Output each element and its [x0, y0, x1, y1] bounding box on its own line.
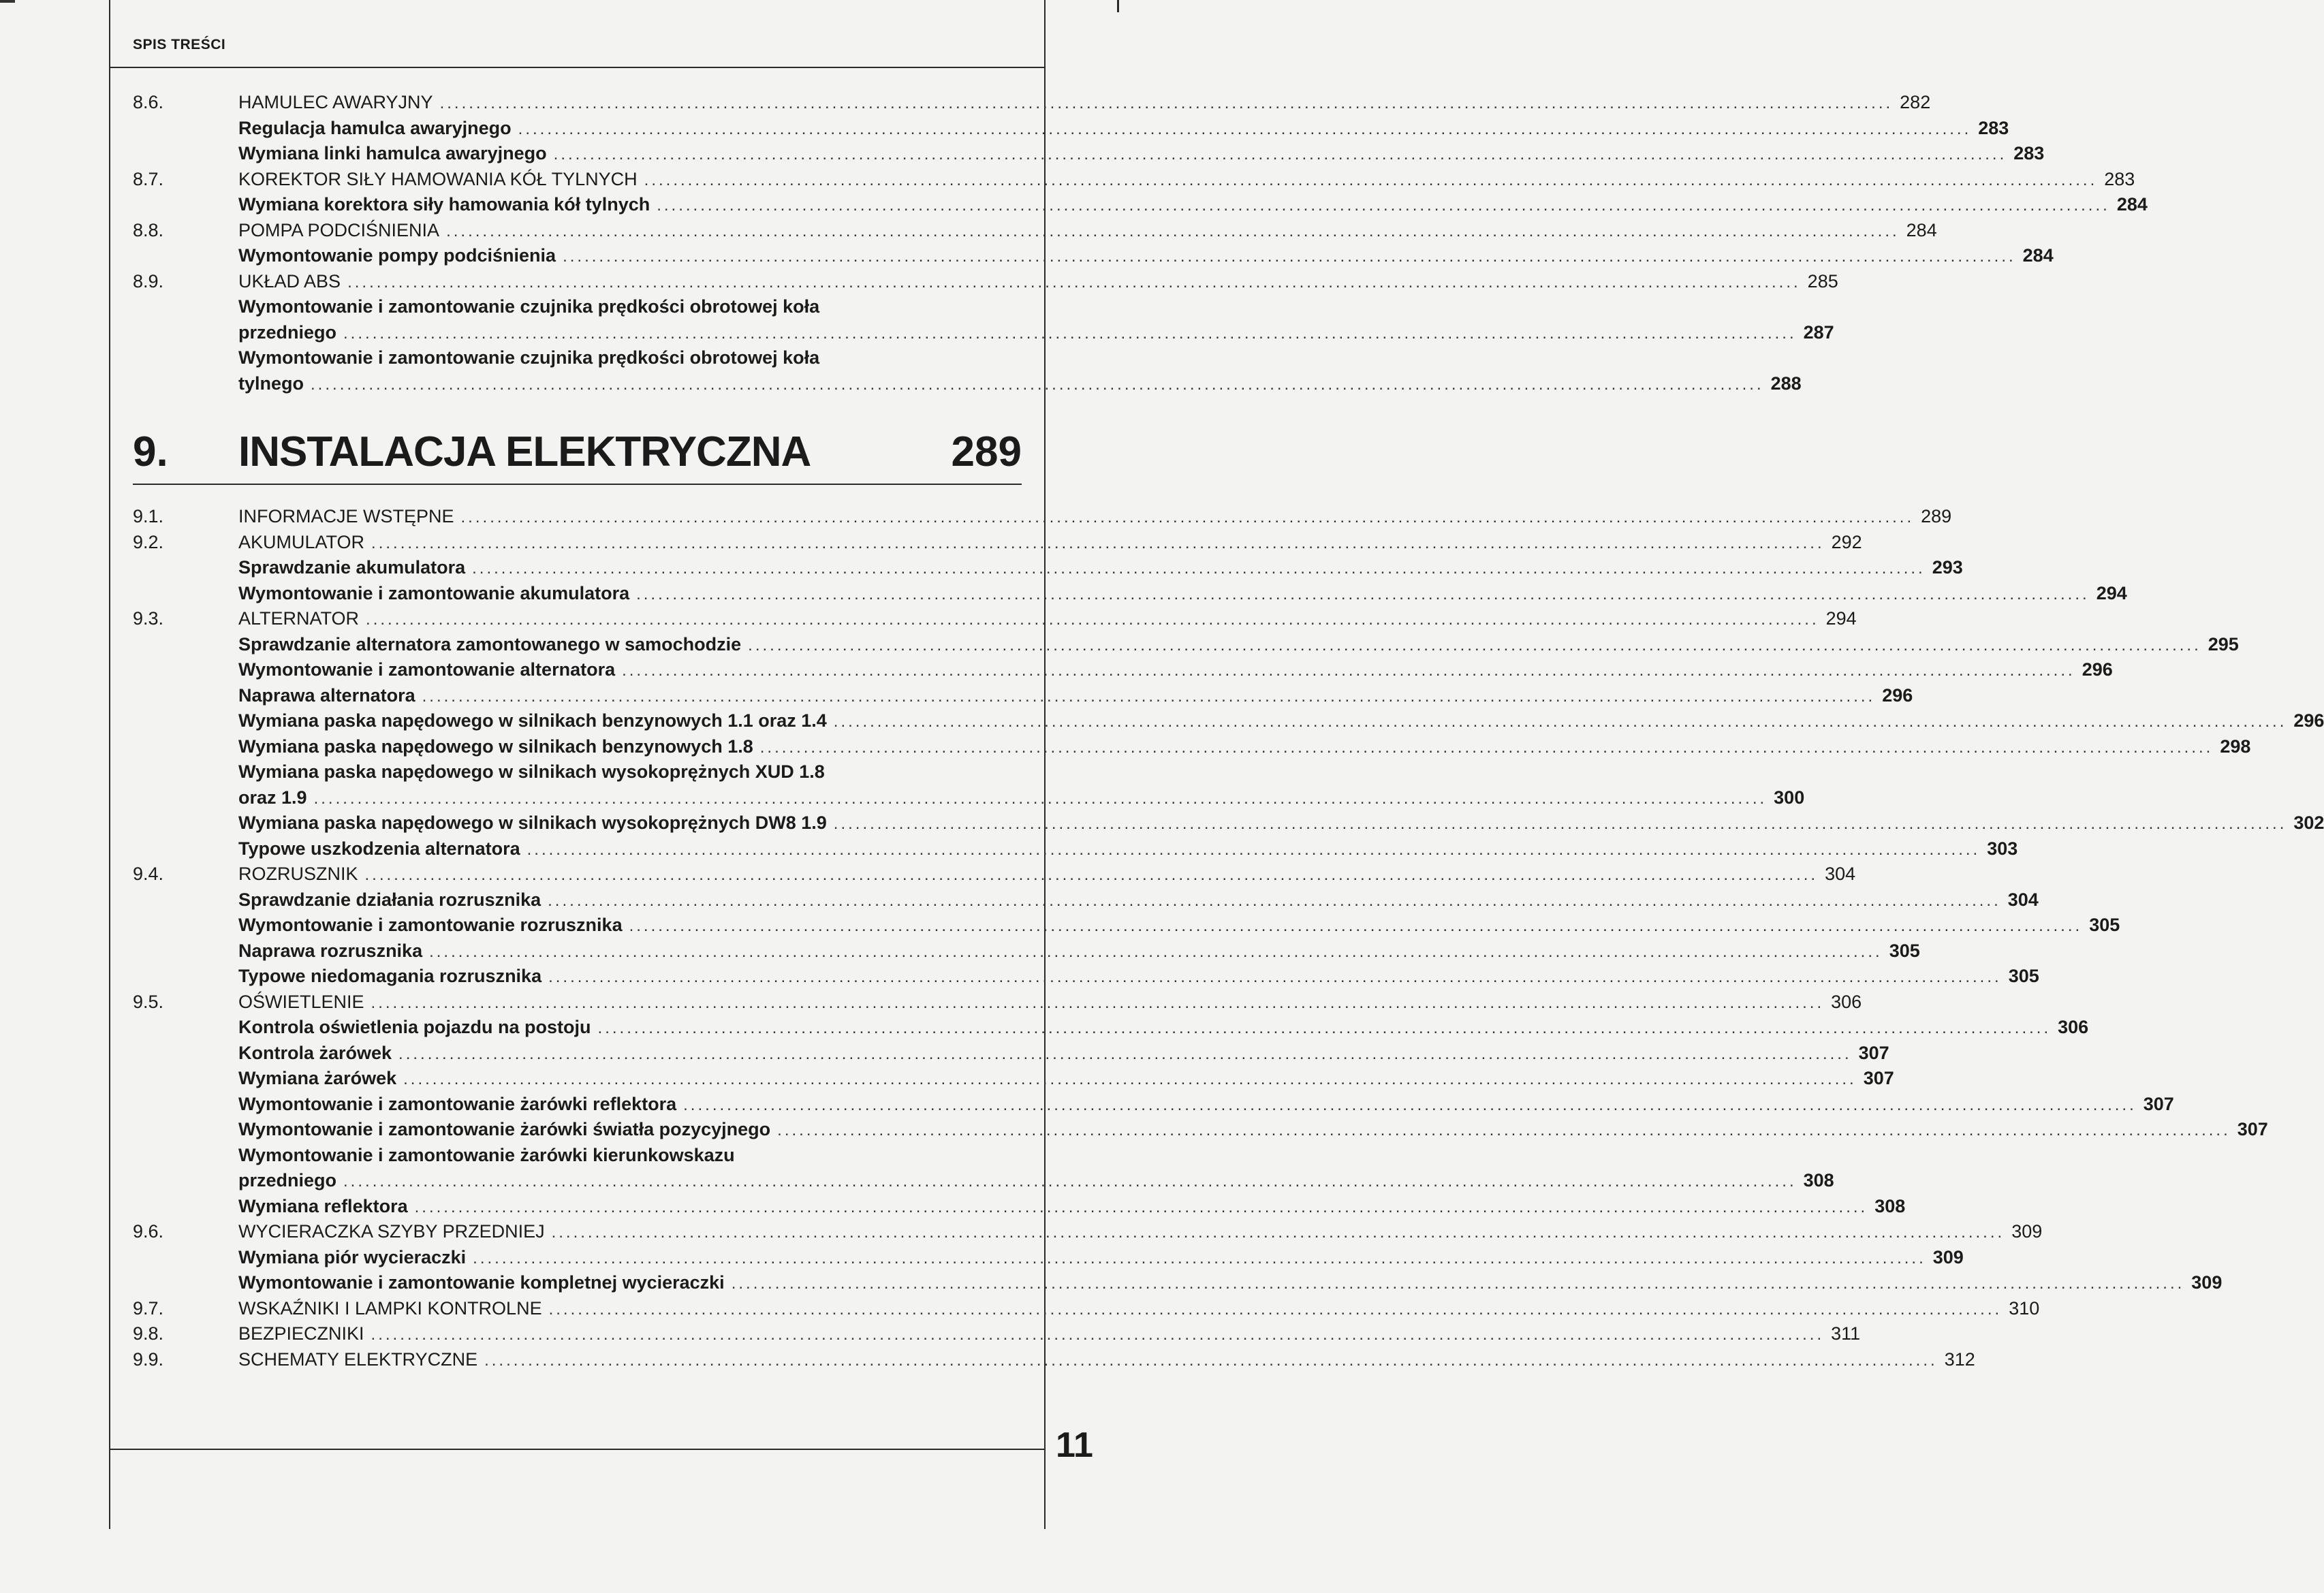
toc-page-number: 285	[1807, 270, 1838, 291]
toc-entry	[238, 991, 1862, 1013]
toc-entry	[238, 633, 2239, 655]
toc-entry	[238, 373, 1802, 394]
toc-page-number: 292	[1831, 531, 1862, 552]
toc-leader-dots: ........................................................................................................................................................................................................	[371, 993, 1825, 1012]
toc-page-number: 308	[1874, 1195, 1906, 1216]
chapter-title: INSTALACJA ELEKTRYCZNA	[238, 428, 811, 475]
toc-entry-title: Wymiana piór wycieraczki	[238, 1246, 467, 1267]
toc-page-number: 305	[1889, 940, 1920, 961]
toc-entry	[238, 1068, 1894, 1089]
toc-entry	[238, 1297, 2040, 1319]
top-right-tick	[1117, 0, 1119, 12]
toc-leader-dots: ........................................................................................................................................................................................................	[833, 815, 2287, 833]
toc-page-number: 284	[2022, 245, 2054, 266]
toc-entry-title: Wymiana paska napędowego w silnikach benzynowych 1.1 oraz 1.4	[238, 710, 827, 731]
toc-row	[133, 735, 2251, 761]
toc-page-number: 306	[2058, 1017, 2089, 1037]
left-margin-rule	[109, 0, 110, 1529]
toc-row	[133, 1169, 1834, 1195]
toc-entry	[238, 219, 1937, 241]
toc-entry	[238, 245, 2054, 266]
toc-entry	[238, 966, 2039, 987]
toc-row	[133, 244, 2054, 270]
toc-entry-title: Wymontowanie i zamontowanie kompletnej wycieraczki	[238, 1272, 725, 1293]
toc-entry-title: BEZPIECZNIKI	[238, 1323, 364, 1344]
toc-entry	[238, 1093, 2174, 1115]
toc-entry	[238, 659, 2113, 680]
toc-row	[133, 964, 2039, 990]
toc-entry-title: tylnego	[238, 373, 304, 394]
toc-section-number: 9.3.	[133, 608, 164, 629]
toc-entry	[238, 506, 1952, 527]
toc-entry-title: AKUMULATOR	[238, 531, 365, 552]
toc-leader-dots: ........................................................................................................................................................................................................	[548, 968, 2002, 986]
toc-row	[133, 862, 1856, 888]
toc-page-number: 284	[1906, 219, 1937, 240]
toc-page-number: 309	[2191, 1272, 2223, 1293]
toc-entry	[238, 1272, 2223, 1293]
toc-leader-dots: ........................................................................................................................................................................................................	[403, 1070, 1857, 1088]
toc-row	[133, 709, 2324, 735]
toc-entry-title: Wymontowanie i zamontowanie żarówki reflektora	[238, 1093, 677, 1114]
toc-entry-title: HAMULEC AWARYJNY	[238, 92, 433, 112]
page-header: SPIS TREŚCI	[133, 37, 226, 52]
chapter-rule	[133, 484, 1022, 485]
toc-entry-title: Wymontowanie i zamontowanie alternatora	[238, 659, 616, 680]
toc-page-number: 287	[1803, 321, 1834, 343]
toc-entry-title: Wymiana żarówek	[238, 1068, 397, 1088]
toc-entry-title: WYCIERACZKA SZYBY PRZEDNIEJ	[238, 1221, 545, 1242]
toc-page-number: 288	[1770, 373, 1802, 394]
toc-section-number: 9.4.	[133, 864, 164, 884]
toc-leader-dots: ........................................................................................................................................................................................................	[422, 687, 1876, 706]
toc-entry-title: Wymiana paska napędowego w silnikach benzynowych 1.8	[238, 736, 753, 757]
toc-row	[133, 193, 2148, 219]
toc-leader-dots: ........................................................................................................................................................................................................	[777, 1121, 2231, 1139]
toc-entry	[238, 864, 1856, 885]
toc-entry-title: POMPA PODCIŚNIENIA	[238, 219, 440, 240]
toc-row	[133, 1297, 2040, 1323]
toc-entry	[238, 1246, 1964, 1268]
toc-entry	[238, 1170, 1834, 1191]
toc-entry-title: Wymontowanie i zamontowanie czujnika prędkości obrotowej koła	[238, 347, 820, 368]
toc-row	[133, 1092, 2174, 1118]
toc-entry	[238, 1195, 1906, 1217]
toc-entry	[238, 531, 1862, 553]
toc-entry	[238, 736, 2251, 757]
toc-page-number: 312	[1944, 1348, 1975, 1370]
toc-row	[133, 116, 2009, 142]
toc-entry	[238, 143, 2045, 164]
toc-entry	[238, 684, 1913, 706]
toc-row	[133, 142, 2045, 168]
toc-section-number: 9.9.	[133, 1348, 164, 1370]
toc-section-number: 9.5.	[133, 991, 164, 1012]
toc-section-number: 9.2.	[133, 531, 164, 552]
toc-row	[133, 219, 1937, 245]
toc-row	[133, 168, 2135, 193]
toc-entry-title: Wymontowanie i zamontowanie akumulatora	[238, 582, 630, 603]
toc-entry	[238, 557, 1963, 578]
toc-entry	[238, 889, 2039, 911]
toc-page-number: 302	[2293, 813, 2324, 833]
toc-page-number: 307	[2237, 1119, 2268, 1139]
toc-leader-dots: ........................................................................................................................................................................................................	[313, 789, 1768, 808]
toc-row	[133, 786, 1805, 812]
toc-row	[133, 837, 2018, 863]
toc-entry	[238, 117, 2009, 139]
toc-page-number: 305	[2008, 966, 2039, 986]
toc-row	[133, 1015, 2089, 1041]
toc-entry-title: Wymontowanie i zamontowanie rozrusznika	[238, 915, 623, 935]
toc-leader-dots: ........................................................................................................................................................................................................	[629, 917, 2083, 935]
toc-section-9	[133, 505, 2324, 1373]
toc-entry	[238, 270, 1838, 292]
toc-page-number: 309	[1932, 1246, 1964, 1267]
toc-entry-title: przedniego	[238, 321, 337, 343]
toc-leader-dots: ........................................................................................................................................................................................................	[364, 866, 1819, 884]
toc-entry-title: Wymiana linki hamulca awaryjnego	[238, 143, 547, 163]
toc-page-number: 308	[1803, 1170, 1834, 1190]
toc-leader-dots: ........................................................................................................................................................................................................	[429, 942, 1883, 961]
toc-row	[133, 1220, 2043, 1246]
toc-entry-title: Sprawdzanie alternatora zamontowanego w samochodzie	[238, 633, 742, 654]
toc-entry	[238, 582, 2127, 604]
toc-row	[133, 346, 913, 372]
toc-leader-dots: ........................................................................................................................................................................................................	[518, 119, 1972, 138]
toc-leader-dots: ........................................................................................................................................................................................................	[759, 738, 2214, 757]
toc-entry	[238, 1145, 913, 1166]
toc-leader-dots: ........................................................................................................................................................................................................	[371, 533, 1825, 552]
toc-leader-dots: ........................................................................................................................................................................................................	[343, 1172, 1797, 1190]
toc-leader-dots: ........................................................................................................................................................................................................	[551, 1223, 2005, 1242]
toc-page-number: 294	[1825, 608, 1857, 629]
toc-entry	[238, 1348, 1975, 1370]
toc-page-number: 283	[1978, 117, 2009, 138]
toc-entry-title: Regulacja hamulca awaryjnego	[238, 117, 512, 138]
toc-entry-title: ROZRUSZNIK	[238, 864, 358, 884]
toc-leader-dots: ........................................................................................................................................................................................................	[414, 1197, 1868, 1216]
toc-page-number: 283	[2013, 143, 2045, 163]
toc-row	[133, 1195, 1906, 1220]
toc-entry-title: Sprawdzanie działania rozrusznika	[238, 889, 541, 910]
toc-entry	[238, 838, 2018, 859]
toc-section-number: 8.7.	[133, 168, 164, 189]
toc-page-number: 283	[2104, 168, 2135, 189]
toc-leader-dots: ........................................................................................................................................................................................................	[527, 840, 1981, 859]
toc-entry	[238, 1323, 1861, 1344]
toc-row	[133, 295, 913, 321]
toc-entry	[238, 321, 1834, 343]
toc-entry-title: Typowe uszkodzenia alternatora	[238, 838, 520, 859]
toc-entry	[238, 1221, 2043, 1242]
page-number: 11	[1056, 1425, 1093, 1465]
toc-page-number: 296	[2082, 659, 2113, 680]
toc-row	[133, 888, 2039, 914]
toc-entry-title: ALTERNATOR	[238, 608, 360, 629]
toc-row	[133, 1322, 1861, 1348]
toc-row	[133, 939, 1920, 965]
toc-leader-dots: ........................................................................................................................................................................................................	[371, 1325, 1825, 1344]
toc-row	[133, 1067, 1894, 1092]
toc-page-number: 295	[2208, 633, 2239, 654]
footer-rule	[109, 1449, 1046, 1450]
toc-page-number: 310	[2009, 1297, 2040, 1319]
toc-page-number: 304	[1825, 864, 1856, 884]
toc-entry-title: Wymiana korektora siły hamowania kół tylnych	[238, 194, 650, 215]
toc-entry	[238, 813, 2324, 834]
toc-entry-title: Wymontowanie pompy podciśnienia	[238, 245, 556, 266]
toc-entry-title: oraz 1.9	[238, 787, 307, 808]
toc-row	[133, 531, 1862, 556]
toc-leader-dots: ........................................................................................................................................................................................................	[343, 324, 1797, 343]
toc-entry	[238, 787, 1805, 808]
toc-entry-title: SCHEMATY ELEKTRYCZNE	[238, 1348, 478, 1370]
toc-leader-dots: ........................................................................................................................................................................................................	[460, 508, 1915, 526]
toc-entry	[238, 194, 2148, 215]
toc-entry	[238, 168, 2135, 190]
toc-entry-title: Wymiana paska napędowego w silnikach wysokoprężnych XUD 1.8	[238, 761, 825, 782]
chapter-number: 9.	[133, 428, 168, 475]
toc-entry-title: KOREKTOR SIŁY HAMOWANIA KÓŁ TYLNYCH	[238, 168, 638, 189]
toc-page-number: 309	[2011, 1221, 2043, 1242]
toc-row	[133, 1348, 1975, 1374]
toc-row	[133, 556, 1963, 582]
toc-entry	[238, 1042, 1889, 1064]
toc-page-number: 307	[2143, 1093, 2174, 1114]
toc-entry	[238, 92, 1931, 113]
toc-entry-title: Typowe niedomagania rozrusznika	[238, 966, 542, 986]
toc-row	[133, 913, 2120, 939]
toc-leader-dots: ........................................................................................................................................................................................................	[473, 1248, 1926, 1267]
toc-row	[133, 1271, 2223, 1297]
toc-leader-dots: ........................................................................................................................................................................................................	[347, 272, 1801, 291]
toc-entry-title: przedniego	[238, 1170, 337, 1190]
toc-leader-dots: ........................................................................................................................................................................................................	[622, 661, 2075, 680]
toc-section-number: 9.7.	[133, 1297, 164, 1319]
toc-leader-dots: ........................................................................................................................................................................................................	[548, 891, 2001, 910]
toc-page-number: 305	[2089, 915, 2120, 935]
toc-page-number: 304	[2007, 889, 2039, 910]
toc-leader-dots: ........................................................................................................................................................................................................	[731, 1274, 2185, 1293]
toc-leader-dots: ........................................................................................................................................................................................................	[398, 1044, 1852, 1063]
toc-row	[133, 760, 913, 786]
toc-entry	[238, 761, 913, 783]
toc-entry	[238, 1119, 2268, 1140]
chapter-page: 289	[951, 428, 1022, 475]
toc-page-number: 300	[1774, 787, 1805, 808]
header-rule	[109, 67, 1046, 68]
toc-page-number: 296	[1882, 684, 1913, 706]
toc-row	[133, 321, 1834, 347]
toc-page-number: 311	[1831, 1323, 1861, 1344]
toc-section-number: 8.9.	[133, 270, 164, 291]
toc-row	[133, 1118, 2268, 1144]
toc-entry-title: Sprawdzanie akumulatora	[238, 557, 466, 578]
toc-page-number: 307	[1863, 1068, 1894, 1088]
toc-leader-dots: ........................................................................................................................................................................................................	[548, 1299, 2003, 1319]
toc-row	[133, 372, 1802, 398]
toc-page-number: 298	[2220, 736, 2251, 757]
toc-page-number: 306	[1831, 991, 1862, 1012]
toc-leader-dots: ........................................................................................................................................................................................................	[484, 1351, 1938, 1370]
toc-entry	[238, 710, 2324, 731]
toc-row	[133, 633, 2239, 659]
toc-row	[133, 505, 1952, 531]
toc-leader-dots: ........................................................................................................................................................................................................	[636, 584, 2090, 603]
toc-entry-title: Wymontowanie i zamontowanie czujnika prędkości obrotowej koła	[238, 296, 820, 317]
toc-row	[133, 658, 2113, 684]
toc-page-number: 282	[1900, 92, 1931, 112]
toc-row	[133, 582, 2127, 608]
toc-page-number: 303	[1987, 838, 2018, 859]
toc-entry-title: Wymiana reflektora	[238, 1195, 408, 1216]
toc-leader-dots: ........................................................................................................................................................................................................	[683, 1095, 2137, 1114]
toc-leader-dots: ........................................................................................................................................................................................................	[439, 94, 1894, 112]
toc-row	[133, 1041, 1889, 1067]
toc-entry-title: Wymontowanie i zamontowanie żarówki światła pozycyjnego	[238, 1119, 771, 1139]
toc-row	[133, 270, 1838, 296]
toc-row	[133, 811, 2324, 837]
toc-leader-dots: ........................................................................................................................................................................................................	[597, 1019, 2052, 1037]
toc-entry	[238, 296, 913, 317]
toc-leader-dots: ........................................................................................................................................................................................................	[644, 170, 2098, 189]
toc-entry-title: Kontrola oświetlenia pojazdu na postoju	[238, 1017, 591, 1037]
toc-section-number: 9.8.	[133, 1323, 164, 1344]
toc-entry-title: WSKAŹNIKI I LAMPKI KONTROLNE	[238, 1297, 542, 1319]
toc-section-number: 9.6.	[133, 1221, 164, 1242]
toc-section-number: 8.8.	[133, 219, 164, 240]
toc-section-number: 9.1.	[133, 506, 164, 526]
toc-leader-dots: ........................................................................................................................................................................................................	[748, 635, 2201, 654]
toc-entry-title: Naprawa rozrusznika	[238, 940, 423, 961]
toc-entry-title: Kontrola żarówek	[238, 1042, 392, 1063]
toc-entry-title: Wymontowanie i zamontowanie żarówki kierunkowskazu	[238, 1144, 735, 1165]
toc-leader-dots: ........................................................................................................................................................................................................	[657, 196, 2110, 215]
toc-entry	[238, 347, 913, 368]
toc-leader-dots: ........................................................................................................................................................................................................	[472, 559, 1926, 578]
toc-section-number: 8.6.	[133, 92, 164, 112]
toc-page-number: 289	[1921, 506, 1952, 526]
toc-page-number: 307	[1858, 1042, 1889, 1063]
scan-corner-mark	[0, 0, 15, 3]
toc-page-number: 284	[2116, 194, 2148, 215]
toc-entry	[238, 1017, 2089, 1038]
toc-entry-title: Naprawa alternatora	[238, 684, 415, 706]
toc-page-number: 296	[2293, 710, 2324, 731]
toc-entry-title: Wymiana paska napędowego w silnikach wysokoprężnych DW8 1.9	[238, 813, 827, 833]
toc-entry-title: UKŁAD ABS	[238, 270, 341, 291]
toc-entry-title: OŚWIETLENIE	[238, 991, 364, 1012]
toc-entry	[238, 915, 2120, 936]
toc-entry	[238, 608, 1857, 629]
toc-page-number: 294	[2096, 582, 2127, 603]
chapter-heading	[133, 428, 1022, 475]
toc-leader-dots: ........................................................................................................................................................................................................	[563, 247, 2016, 266]
toc-leader-dots: ........................................................................................................................................................................................................	[553, 145, 2007, 163]
toc-leader-dots: ........................................................................................................................................................................................................	[366, 610, 1819, 629]
toc-row	[133, 990, 1862, 1016]
toc-row	[133, 91, 1931, 116]
toc-leader-dots: ........................................................................................................................................................................................................	[311, 375, 1764, 394]
toc-row	[133, 607, 1857, 633]
toc-row	[133, 1144, 913, 1169]
toc-section-8	[133, 91, 2148, 397]
toc-row	[133, 1246, 1964, 1272]
toc-page-number: 293	[1932, 557, 1963, 578]
toc-leader-dots: ........................................................................................................................................................................................................	[446, 221, 1900, 240]
toc-leader-dots: ........................................................................................................................................................................................................	[833, 712, 2287, 731]
toc-entry	[238, 940, 1920, 962]
toc-entry-title: INFORMACJE WSTĘPNE	[238, 506, 454, 526]
toc-row	[133, 684, 1913, 710]
